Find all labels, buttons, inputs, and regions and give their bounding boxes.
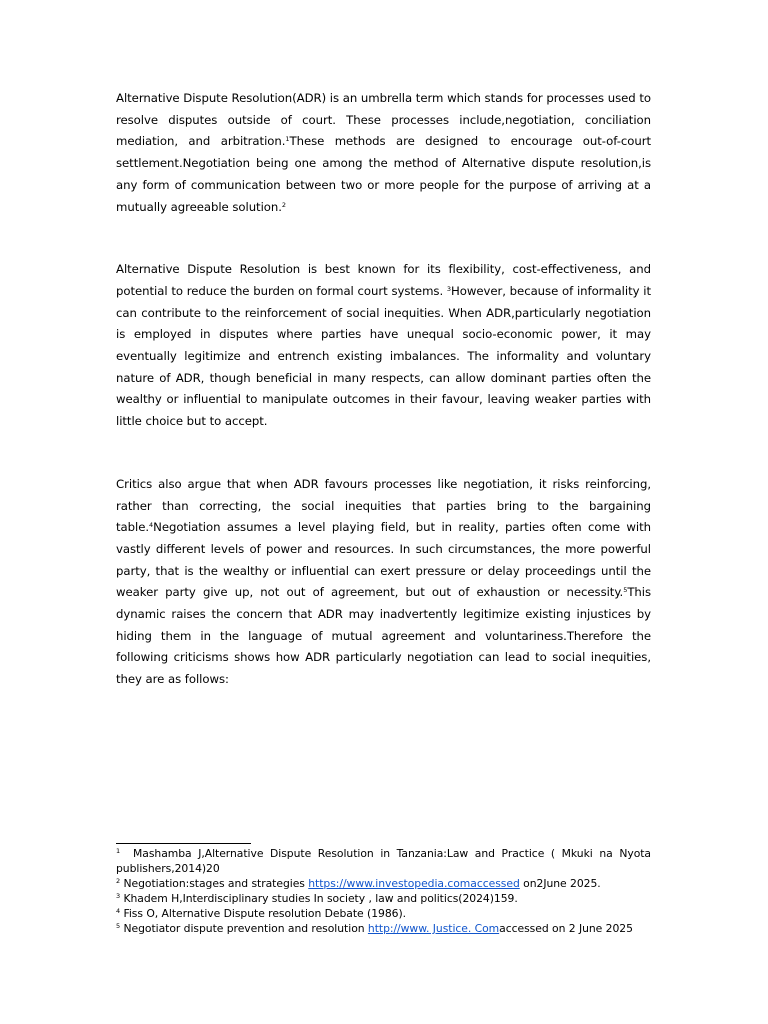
footnote-4 — [116, 906, 651, 921]
footnote-3-mark: 3 — [116, 892, 121, 900]
footnote-4-mark: 4 — [116, 907, 121, 915]
footnote-2-text-after: on2June 2025. — [519, 877, 601, 890]
paragraph-3 — [116, 474, 651, 691]
paragraph-3-text-c: This dynamic raises the concern that ADR may inadvertently legitimize existing injustices by hiding them in the language of mutual agreement and voluntariness.Therefore the following criticisms shows how ADR particularly negotiation can lead to social inequities, they are as follows: — [116, 585, 651, 687]
footnote-1-text: Mashamba J,Alternative Dispute Resolution in Tanzania:Law and Practice ( Mkuki na Nyota publishers,2014)20 — [116, 847, 651, 875]
footnote-4-text: Fiss O, Alternative Dispute resolution Debate (1986). — [123, 907, 407, 920]
footnote-5-link[interactable]: http://www. Justice. Com — [367, 922, 500, 935]
footnote-separator — [116, 843, 251, 844]
paragraph-1-text-b: These methods are designed to encourage out-of-court settlement.Negotiation being one among the method of Alternative dispute resolution,is any form of communication between two or more people for the purpose of arriving at a mutually agreeable solution. — [116, 134, 651, 214]
footnote-ref-1[interactable]: 1 — [285, 135, 290, 144]
footnote-2-text: Negotiation:stages and strategies — [123, 877, 309, 890]
footnote-2-mark: 2 — [116, 877, 121, 885]
paragraph-3-text-b: Negotiation assumes a level playing field, but in reality, parties often come with vastly different levels of power and resources. In such circumstances, the more powerful party, that is the wealthy or influential can exert pressure or delay proceedings until the weaker party give up, not out of agreement, but out of exhaustion or necessity. — [116, 520, 651, 600]
footnote-5-text-after: accessed on 2 June 2025 — [499, 922, 633, 935]
footnote-1: $^1$ Mashamba J,Alternative Dispute Resolution in Tanzania:Law and Practice ( Mkuki na Nyota publishers,2014)20 — [116, 847, 651, 875]
footnote-ref-3[interactable]: 3 — [446, 284, 451, 293]
footnote-ref-4[interactable]: 4 — [149, 521, 154, 530]
paragraph-2-text-b: However, because of informality it can contribute to the reinforcement of social inequities. When ADR,particularly negotiation is employed in disputes where parties have unequal socio-economic power, it may eventually legitimize and entrench existing imbalances. The informality and voluntary nature of ADR, though beneficial in many respects, can allow dominant parties often the wealthy or influential to manipulate outcomes in their favour, leaving weaker parties with little choice but to accept. — [116, 283, 651, 429]
document-body — [116, 88, 651, 691]
paragraph-2 — [116, 259, 651, 433]
footnote-2-link[interactable]: https://www.investopedia.comaccessed — [308, 877, 520, 890]
footnotes-section — [116, 843, 651, 936]
footnote-3 — [116, 891, 651, 906]
footnote-ref-5[interactable]: 5 — [623, 586, 628, 595]
footnote-3-text: Khadem H,Interdisciplinary studies In society , law and politics(2024)159. — [123, 892, 518, 905]
footnote-ref-2[interactable]: 2 — [281, 200, 287, 209]
footnote-5-mark: 5 — [116, 922, 121, 930]
paragraph-1-text-a: Alternative Dispute Resolution(ADR) is an umbrella term which stands for processes used to resolve disputes outside of court. These processes include,negotiation, conciliation mediation, and arbitration. — [116, 91, 651, 149]
footnote-2 — [116, 876, 651, 891]
footnote-5-text: Negotiator dispute prevention and resolution — [123, 922, 368, 935]
footnote-5 — [116, 921, 651, 936]
paragraph-2-text-a: Alternative Dispute Resolution is best known for its flexibility, cost-effectiveness, and potential to reduce the burden on formal court systems. — [116, 262, 651, 298]
paragraph-3-text-a: Critics also argue that when ADR favours processes like negotiation, it risks reinforcing, rather than correcting, the social inequities that parties bring to the bargaining table. — [116, 476, 651, 535]
paragraph-1 — [116, 88, 651, 218]
